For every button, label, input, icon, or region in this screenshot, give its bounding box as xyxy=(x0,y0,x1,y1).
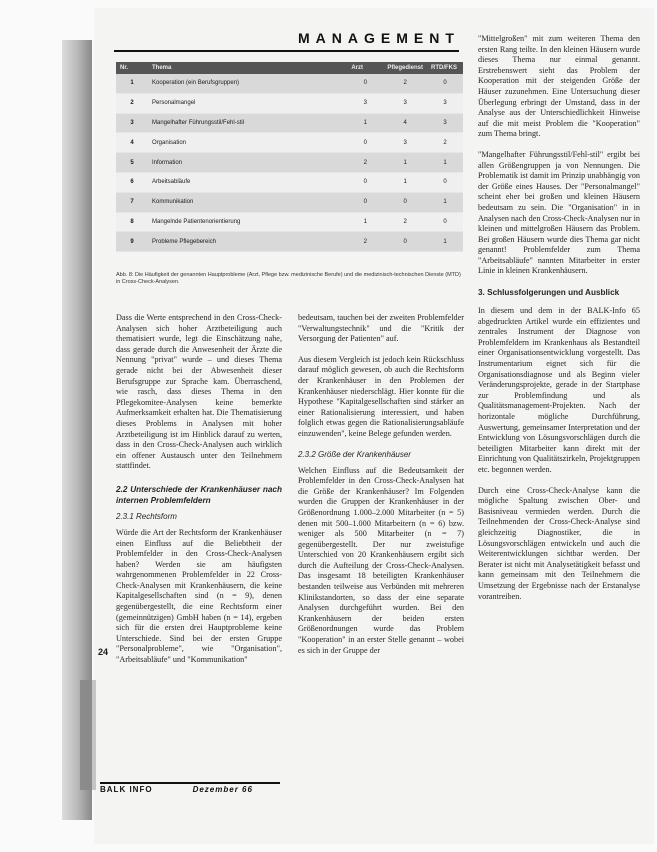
col-arzt: Arzt xyxy=(347,62,383,74)
cell: 0 xyxy=(427,212,463,232)
table-row xyxy=(116,212,463,232)
cell: 1 xyxy=(427,153,463,173)
cell: 3 xyxy=(427,93,463,113)
cell: Kommunikation xyxy=(148,192,347,212)
cell: 3 xyxy=(427,113,463,133)
col-pflege: Pflegedienst xyxy=(383,62,427,74)
cell: Organisation xyxy=(148,133,347,153)
cell: 4 xyxy=(383,113,427,133)
cell: 3 xyxy=(383,133,427,153)
section-heading: 3. Schlussfolgerungen und Ausblick xyxy=(478,288,620,298)
cell: 1 xyxy=(383,153,427,173)
subsection-heading: 2.3.1 Rechtsform xyxy=(116,511,177,521)
cell: Kooperation (ein Berufsgruppen) xyxy=(148,74,347,93)
page-number: 24 xyxy=(98,647,109,657)
cell: 3 xyxy=(116,113,148,133)
section-header: MANAGEMENT xyxy=(298,30,460,46)
paragraph: Welchen Einfluss auf die Bedeutsamkeit der Problemfelder in den Cross-Check-Analysen hat die Größe der Krankenhäuser? Im Folgenden wurden die Gruppen der Krankenhäuser in der Größenordnung 1.000–2.000 Mitarbeiter (n = 5) denen mit 500–1.000 Mitarbeitern (n = 6) bzw. weniger als 500 Mitarbeiter (n = 7) gegenübergestellt. Der nur zweistufige Unterschied von 20 Krankenhäusern ergibt sich durch die Aufteilung der Cross-Check-Analysen. Das insgesamt 18 beteiligten Krankenhäuser bestanden teilweise aus Verbünden mit mehreren Klinikstandorten, so dass der eine separate Analysen durchgeführt wurden. Bei den Krankenhäusern der beiden ersten Größenordnungen wurde das Problem "Kooperation" in an erster Stelle genannt – wobei es sich in der Gruppe der xyxy=(298,465,464,655)
cell: 1 xyxy=(427,232,463,252)
table-header-row xyxy=(116,62,463,74)
table-row xyxy=(116,93,463,113)
cell: Information xyxy=(148,153,347,173)
cell: 0 xyxy=(383,192,427,212)
cell: 1 xyxy=(427,192,463,212)
cell: 2 xyxy=(347,232,383,252)
paragraph: In diesem und dem in der BALK-Info 65 abgedruckten Artikel wurde ein effizientes und zentrales Instrument der Diagnose von Problemfeldern im Krankenhaus als Bestandteil einer Organisationsentwicklung vorgestellt. Das Instrumentarium eignet sich für die Organisationsdiagnose und als Beginn vieler Veränderungsprojekte, gerade in der Startphase zur Problemfindung und als Qualitätsmanagement-Projekten. Nach der horizontale mögliche Durchführung, Auswertung, gemeinsamer Interpretation und der Entwicklung von Lösungsvorschlägen durch die beteiligten Mitarbeiter kann direkt mit der Einrichtung von Qualitätszirkeln, Projektgruppen etc. begonnen werden. xyxy=(478,306,640,474)
cell: 9 xyxy=(116,232,148,252)
paragraph: Dass die Werte entsprechend in den Cross-Check-Analysen sich hoher Arztbeteiligung auch thematisiert wurde, legt die Einschätzung nahe, dass gerade durch die Anwesenheit der Ärzte die Nennung "privat" wurde – und dieses Thema gerade nicht bei der Abwesenheit dieser Berufsgruppe zur Sprache kam. Überraschend, wie rasch, dass dieses Thema in den Pflegekomitee-Analysen keine bemerkte Aufmerksamkeit erhalten hat. Die Thematisierung dieses Problems in Analysen mit hoher Arztbeteiligung ist im Hinblick darauf zu werten, dass in den Cross-Check-Analysen auch wirklich ein offener Austausch unter den Teilnehmern stattfindet. xyxy=(116,313,282,471)
table-row xyxy=(116,113,463,133)
table-caption: Abb. 8: Die Häufigkeit der genannten Hauptprobleme (Arzt, Pflege bzw. medizinische Berufe) und die medizinisch-technischen Dienste (MTD) in Cross-Check-Analysen. xyxy=(116,272,461,285)
cell: 0 xyxy=(347,192,383,212)
cell: 5 xyxy=(116,153,148,173)
paragraph: Aus diesem Vergleich ist jedoch kein Rückschluss darauf möglich gewesen, ob auch die Rechtsform der Krankenhäuser in den Problemen der Krankenhäuser niederschlägt. Hier konnte für die Hypothese "Kapitalgesellschaften sind stärker an einer Rationalisierung interessiert, und haben folglich etwas gegen die Rationalisierungsabläufe einzuwenden", keine Belege gefunden werden. xyxy=(298,354,464,438)
cell: 1 xyxy=(347,212,383,232)
column-2 xyxy=(298,313,464,666)
col-rtd: RTD/FKS xyxy=(427,62,463,74)
cell: 1 xyxy=(116,74,148,93)
cell: Mangelnde Patientenorientierung xyxy=(148,212,347,232)
table-row xyxy=(116,192,463,212)
cell: 0 xyxy=(383,232,427,252)
cell: 6 xyxy=(116,172,148,192)
cell: 2 xyxy=(347,153,383,173)
cell: 0 xyxy=(347,133,383,153)
cell: 4 xyxy=(116,133,148,153)
subsection-heading: 2.3.2 Größe der Krankenhäuser xyxy=(298,449,411,459)
table-row xyxy=(116,74,463,93)
header-rule xyxy=(114,50,459,52)
cell: 2 xyxy=(116,93,148,113)
cell: 0 xyxy=(347,74,383,93)
paragraph: Durch eine Cross-Check-Analyse kann die mögliche Spaltung zwischen Ober- und Basisniveau vermieden werden. Durch die Teilnehmenden der Cross-Check-Analyse sind gleichzeitig Diagnostiker, die in Lösungsvorschlägen entwickeln und auch die Weiterentwicklungen sichtbar werden. Der Berater ist nicht mit Analysetätigkeit befasst und kann gemeinsam mit den Teilnehmern die Umsetzung der Ergebnisse nach der Erstanalyse vorantreiben. xyxy=(478,485,640,601)
table-row xyxy=(116,172,463,192)
column-3 xyxy=(478,34,640,612)
footer-month: Dezember 66 xyxy=(192,785,253,794)
cell: 8 xyxy=(116,212,148,232)
cell: 0 xyxy=(347,172,383,192)
cell: 0 xyxy=(427,74,463,93)
cell: 0 xyxy=(427,172,463,192)
footer xyxy=(100,785,253,794)
cell: Arbeitsabläufe xyxy=(148,172,347,192)
paragraph: Würde die Art der Rechtsform der Krankenhäuser einen Einfluss auf die Beliebtheit der Problemfelder in den Cross-Check-Analysen haben? Werden sie am häufigsten wahrgenommenen Problemfelder in 22 Cross-Check-Analysen mit Krankenhäusern, die keine Kapitalgesellschaften sind (n = 9), denen gegenübergestellt, die eine Rechtsform einer (gemeinnützigen) GmbH haben (n = 14), ergeben sich für die ersten drei Hauptprobleme keine Unterschiede. Sind bei der ersten Gruppe "Personalprobleme", wie "Organisation", "Arbeitsabläufe" und "Kommunikation" xyxy=(116,527,282,665)
footer-publication: BALK INFO xyxy=(100,785,153,794)
cell: Probleme Pflegebereich xyxy=(148,232,347,252)
cell: 2 xyxy=(427,133,463,153)
thumb-shadow xyxy=(80,680,96,790)
col-nr: Nr. xyxy=(116,62,148,74)
cell: 1 xyxy=(383,172,427,192)
paragraph: "Mittelgroßen" mit zum weiteren Thema den ersten Rang teilte. In den kleinen Häusern wurde dieses Thema nur einmal genannt. Erstrebenswert sieht das Problem der Kooperation mit der steigenden Größe der Häuser zuzunehmen. Eine Untersuchung dieser Überlegung erbringt der Umstand, dass in der Analyse aus der Unterschiedlichkeit Hinweise auf die mit meist Problem die "Kooperation" zum Thema bringt. xyxy=(478,34,640,139)
table-row xyxy=(116,133,463,153)
cell: 3 xyxy=(347,93,383,113)
paragraph: "Mangelhafter Führungsstil/Fehl-stil" ergibt bei allen Größengruppen ja von Nennungen. Die Problematik ist damit im Prinzip unabhängig von der Größe eines Hauses. Der "Personalmangel" scheint eher bei großen und kleinen Häusern bedeutsam zu sein. Die "Organisation" in in Analysen nach den Cross-Check-Analysen nur in kleinen und mittelgroßen Häusern das Problem. Bei großen Häusern wurde dies Thema gar nicht genannt! Problemfelder zum Thema "Arbeitsabläufe" nannten Mitarbeiter in erster Linie in kleinen Krankenhäusern. xyxy=(478,149,640,276)
table-row xyxy=(116,232,463,252)
cell: 7 xyxy=(116,192,148,212)
cell: 2 xyxy=(383,74,427,93)
cell: Mangelhafter Führungsstil/Fehl-stil xyxy=(148,113,347,133)
paragraph: bedeutsam, tauchen bei der zweiten Problemfelder "Verwaltungstechnik" und die "Kritik der Versorgung der Patienten" auf. xyxy=(298,313,464,344)
table-row xyxy=(116,153,463,173)
footer-rule xyxy=(100,782,280,784)
problem-table xyxy=(116,62,463,252)
cell: 1 xyxy=(347,113,383,133)
section-heading: 2.2 Unterschiede der Krankenhäuser nach internen Problemfeldern xyxy=(116,484,282,505)
col-thema: Thema xyxy=(148,62,347,74)
cell: 3 xyxy=(383,93,427,113)
cell: 2 xyxy=(383,212,427,232)
cell: Personalmangel xyxy=(148,93,347,113)
column-1 xyxy=(116,313,282,676)
